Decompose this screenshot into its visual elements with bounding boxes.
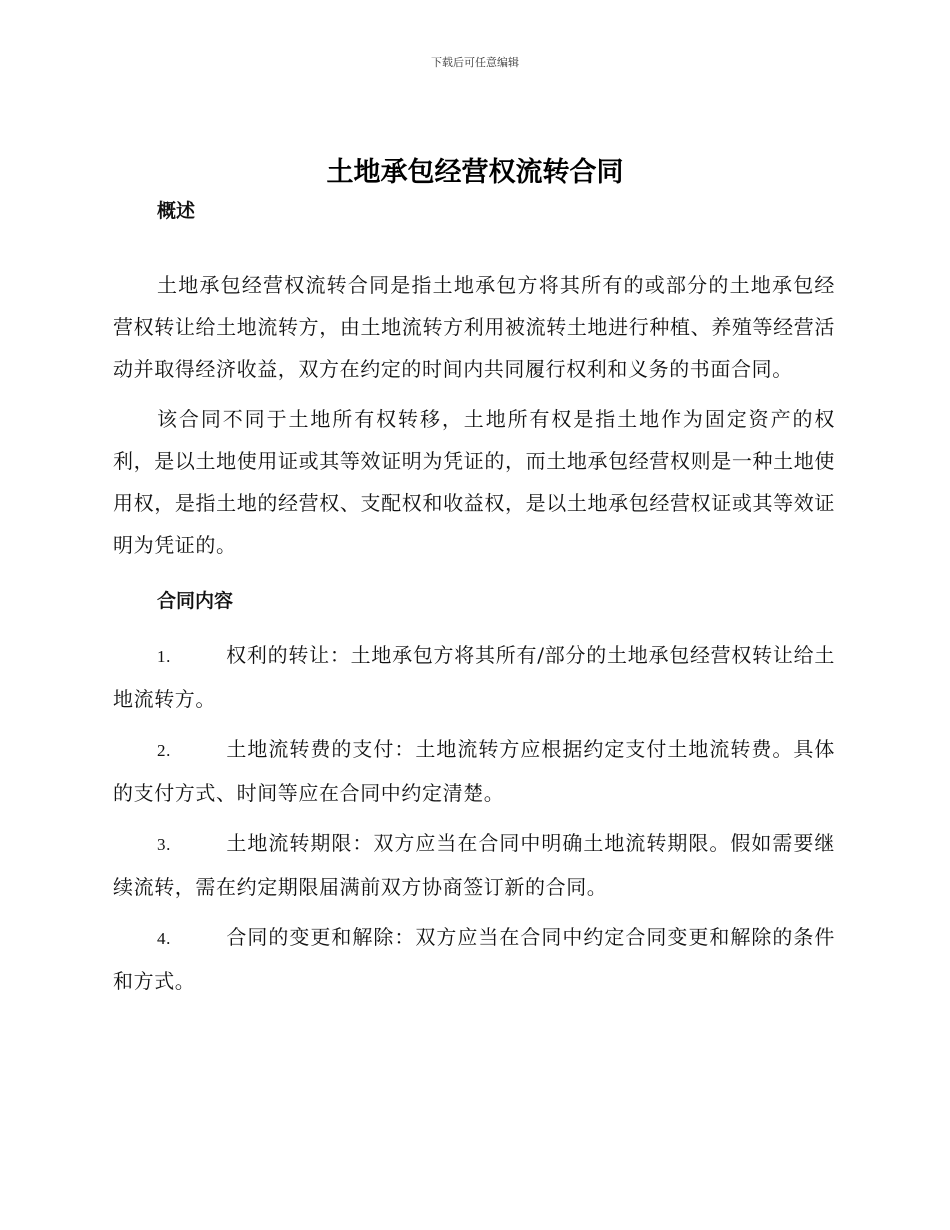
list-item-text: 土地流转期限：双方应当在合同中明确土地流转期限。假如需要继续流转，需在约定期限届满前双方协商签订新的合同。: [113, 831, 835, 899]
overview-paragraph: 土地承包经营权流转合同是指土地承包方将其所有的或部分的土地承包经营权转让给土地流转方，由土地流转方利用被流转土地进行种植、养殖等经营活动并取得经济收益，双方在约定的时间内共同履行权利和义务的书面合同。: [113, 273, 835, 381]
list-item: [113, 728, 835, 814]
list-item: [113, 822, 835, 908]
list-item-text: 土地流转费的支付：土地流转方应根据约定支付土地流转费。具体的支付方式、时间等应在合同中约定清楚。: [113, 737, 835, 805]
list-item-number: 4.: [157, 929, 171, 948]
section-heading-overview: 概述: [157, 200, 196, 222]
list-item-text: 合同的变更和解除：双方应当在合同中约定合同变更和解除的条件和方式。: [113, 925, 835, 993]
list-item-number: 3.: [157, 835, 171, 854]
document-title: 土地承包经营权流转合同: [326, 157, 624, 188]
list-item-text: 权利的转让：土地承包方将其所有/部分的土地承包经营权转让给土地流转方。: [113, 643, 835, 711]
section-heading-contents: 合同内容: [157, 590, 234, 612]
list-item-number: 1.: [157, 647, 171, 666]
list-item: [113, 634, 835, 720]
list-item: [113, 916, 835, 1002]
list-item-number: 2.: [157, 741, 171, 760]
header-note: 下载后可任意编辑: [431, 56, 519, 69]
document-body: [113, 196, 835, 1002]
overview-paragraph: 该合同不同于土地所有权转移，土地所有权是指土地作为固定资产的权利，是以土地使用证或其等效证明为凭证的，而土地承包经营权则是一种土地使用权，是指土地的经营权、支配权和收益权，是以土地承包经营权证或其等效证明为凭证的。: [113, 407, 835, 557]
